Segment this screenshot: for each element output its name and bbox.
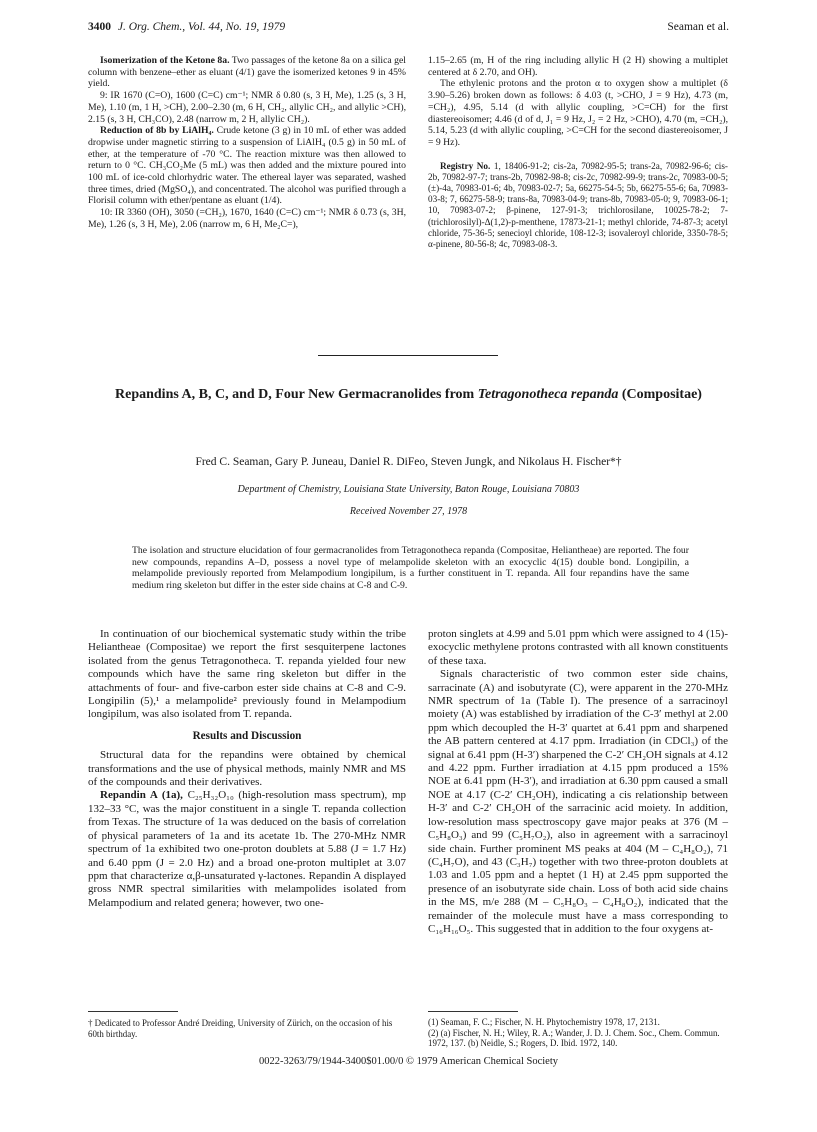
isomerization-text: Two passages of the ketone 8a on a silica gel column with benzene–ether as eluant (4/1) gave the isomerized ketones 9 in 45% yield. xyxy=(88,55,406,90)
title-text: Repandins A, B, C, and D, Four New Germacranolides from xyxy=(115,387,478,402)
section-heading-results: Results and Discussion xyxy=(192,729,302,742)
structural-data-paragraph: Structural data for the repandins were obtained by chemical transformations and the use of physical methods, mainly NMR and MS of the compounds and their derivatives. xyxy=(88,749,406,789)
received-date: Received November 27, 1978 xyxy=(349,506,468,517)
experimental-left-column xyxy=(88,55,406,231)
reference-1: (1) Seaman, F. C.; Fischer, N. H. Phytochemistry 1978, 17, 2131. xyxy=(428,1017,660,1027)
affiliation: Department of Chemistry, Louisiana State University, Baton Rouge, Louisiana 70803 xyxy=(237,484,580,495)
title-species: Tetragonotheca repanda xyxy=(477,387,619,402)
article-separator-rule xyxy=(318,355,498,356)
article-title xyxy=(110,386,707,404)
methylene-paragraph: proton singlets at 4.99 and 5.01 ppm which were assigned to 4 (15)-exocyclic methylene protons contrasted with all known constituents of these taxa. xyxy=(428,628,728,667)
compound-9-data: 9: IR 1670 (C=O), 1600 (C=C) cm⁻¹; NMR δ 0.80 (s, 3 H, Me), 1.25 (s, 3 H, Me), 1.10 (m, 1 H, >CH), 2.00–2.30 (m, 6 H, CH₂, allylic CH₂, and allylic >CH), 2.15 (s, 3 H, CH₃CO), 2.48 (narrow m, 2 H, allylic CH₂). xyxy=(88,90,406,125)
experimental-right-column xyxy=(428,55,728,250)
registry-heading: Registry No. xyxy=(440,160,491,171)
ethylenic-protons-paragraph: The ethylenic protons and the proton α to oxygen show a multiplet (δ 3.90–5.26) broken down as follows: δ 4.03 (t, >CHO, J = 9 Hz), 4.73 (m, =CH₂), 4.95, 5.14 (d with allylic coupling, >C=CH) for the first diastereoisomer; 4.46 (d of d, J₁ = 9 Hz, J₂ = 2 Hz, >CHO), 4.70 (m, =CH₂), 5.14, 5.23 (d with allylic coupling, >C=CH for the second diastereoisomer, J = 9 Hz). xyxy=(428,78,728,148)
reference-2: (2) (a) Fischer, N. H.; Wiley, R. A.; Wander, J. D. J. Chem. Soc., Chem. Commun. 1972, 137. (b) Neidle, S.; Rogers, D. Ibid. 1972, 140. xyxy=(428,1027,720,1048)
compound-10-data-cont: 1.15–2.65 (m, H of the ring including allylic H (2 H) showing a multiplet centered at δ 2.70, and OH). xyxy=(428,55,728,78)
body-left-column xyxy=(88,628,406,910)
dedication-footnote: † Dedicated to Professor André Dreiding, University of Zürich, on the occasion of his 60th birthday. xyxy=(88,1018,393,1039)
repandin-a-paragraph xyxy=(88,789,406,910)
abstract: The isolation and structure elucidation of four germacranolides from Tetragonotheca repanda (Compositae, Heliantheae) are reported. The four new compounds, repandins A–D, possess a novel type of melampolide skeleton with an exocyclic 4(15) double bond. Longipilin, a melampolide previously reported from Melampodium longipilum, is a further constituent in T. repanda. All four repandins have the same medium ring skeleton but differ in the ester side chains at C-8 and C-9. xyxy=(132,545,689,591)
title-family: (Compositae) xyxy=(618,387,702,402)
isomerization-paragraph xyxy=(88,55,406,90)
side-chains-paragraph: Signals characteristic of two common ester side chains, sarracinate (A) and isobutyrate (C), were apparent in the 270-MHz NMR spectrum of 1a (Table I). The presence of a sarracinoyl moiety (A) was established by irradiation of the C-3′ methyl at 2.00 ppm which decoupled the H-3′ quartet at 6.41 ppm and sharpened the AB pattern centered at 4.17 ppm. Irradiation (in CDCl₃) of the signal at 6.41 ppm (H-3′) sharpened the C-2′ CH₂OH signals at 4.12 and 4.22 ppm. Further irradiation at 4.15 ppm produced a 15% NOE at 6.41 ppm (H-3′), and irradiation at 6.30 ppm caused a small NOE at 4.17 (C-2′ CH₂OH), indicating a cis relationship between H-3′ and C-2′ CH₂OH of the sarracinic acid moiety. In addition, low-resolution mass spectroscopy gave major peaks at 376 (M – C₅H₈O₃) and 99 (C₅H₇O₂), also in agreement with a sarracinoyl side chain. Further prominent MS peaks at 404 (M – C₄H₈O₂), 71 (C₄H₇O), and 43 (C₃H₇) together with two three-proton doublets at 1.03 and 1.05 ppm and a heptet (1 H) at 2.45 ppm supported the presence of an isobutyrate side chain. Loss of both acid side chains in the MS, m/e 288 (M – C₅H₈O₃ – C₄H₈O₂), indicated that the remainder of the molecule must have a mass corresponding to C₁₆H₁₆O₅. This suggested that in addition to the four oxygens at- xyxy=(428,668,728,935)
author-list: Fred C. Seaman, Gary P. Juneau, Daniel R. DiFeo, Steven Jungk, and Nikolaus H. Fischer*† xyxy=(195,456,622,468)
repandin-a-text: C₂₅H₃₂O₁₀ (high-resolution mass spectrum), mp 132–33 °C, was the major constituent in a single T. repanda collection from Texas. The structure of 1a was deduced on the basis of correlation of physical parameters of 1a and its acetate 1b. The 270-MHz NMR spectrum of 1a exhibited two one-proton doublets at 5.88 (J = 1.7 Hz) and 6.40 ppm (J = 2.0 Hz) and a broad one-proton multiplet at 3.07 ppm that characterize α,β-unsaturated γ-lactones. Repandin A displayed gross NMR spectral similarities with melampolides isolated from Melampodium and related genera; however, two one- xyxy=(88,789,406,909)
footnote-rule-right xyxy=(428,1011,518,1012)
copyright-footer: 0022-3263/79/1944-3400$01.00/0 © 1979 American Chemical Society xyxy=(258,1056,559,1067)
registry-text: 1, 18406-91-2; cis-2a, 70982-95-5; trans-2a, 70982-96-6; cis-2b, 70982-97-7; trans-2b, 70982-98-8; cis-2c, 70982-99-9; trans-2c, 70983-00-5; (±)-4a, 70983-01-6; 4b, 70983-02-7; 5a, 66275-54-5; 5b, 66275-55-6; 6a, 70983-03-8; 7, 66275-58-9; trans-8a, 70983-04-9; trans-8b, 70983-05-0; 9, 70983-06-1; 10, 70983-07-2; β-pinene, 127-91-3; trichlorosilane, 10025-78-2; 7-(trichlorosilyl)-Δ(1,2)-p-menthene, 17873-21-1; methyl chloride, 74-87-3; acetyl chloride, 75-36-5; senecioyl chloride, 108-12-3; isovaleroyl chloride, 3350-78-5; α-pinene, 80-56-8; 4c, 70983-08-3. xyxy=(428,160,728,250)
repandin-a-heading: Repandin A (1a), xyxy=(100,789,183,802)
page-header-left xyxy=(88,21,285,33)
journal-citation: J. Org. Chem., Vol. 44, No. 19, 1979 xyxy=(117,21,286,33)
page-number: 3400 xyxy=(88,21,111,33)
reduction-text: Crude ketone (3 g) in 10 mL of ether was added dropwise under magnetic stirring to a suspension of LiAlH₄ (0.5 g) in 50 mL of ether, at the temperature of -70 °C. The reaction mixture was then allowed to return to 0 °C. CH₃CO₂Me (5 mL) was then added and the mixture poured into 100 mL of ice-cold chlorhydric water. The ethereal layer was separated, washed three times, dried (MgSO₄), and concentrated. The alcohol was purified through a Florisil column with ether/pentane as eluant (1/4). xyxy=(88,125,406,207)
reduction-heading: Reduction of 8b by LiAlH₄. xyxy=(100,125,214,137)
intro-paragraph: In continuation of our biochemical systematic study within the tribe Heliantheae (Compositae) we report the first sesquiterpene lactones isolated from the genus Tetragonotheca. T. repanda yielded four new compounds which have the same ring skeleton but differ in the attachments of four- and five-carbon ester side chains at C-8 and C-9. Longipilin (5),¹ a melampolide² previously found in Melampodium longipilum, was also isolated from T. repanda. xyxy=(88,628,406,721)
isomerization-heading: Isomerization of the Ketone 8a. xyxy=(100,55,230,66)
reduction-paragraph xyxy=(88,125,406,207)
running-author: Seaman et al. xyxy=(667,21,729,33)
registry-paragraph xyxy=(428,161,728,251)
references xyxy=(428,1017,728,1049)
footnote-rule-left xyxy=(88,1011,178,1012)
compound-10-data: 10: IR 3360 (OH), 3050 (=CH₂), 1670, 1640 (C=C) cm⁻¹; NMR δ 0.73 (s, 3H, Me), 1.26 (s, 3 H, Me), 2.06 (narrow m, 6 H, Me₂C=), xyxy=(88,207,406,230)
body-right-column xyxy=(428,628,728,936)
